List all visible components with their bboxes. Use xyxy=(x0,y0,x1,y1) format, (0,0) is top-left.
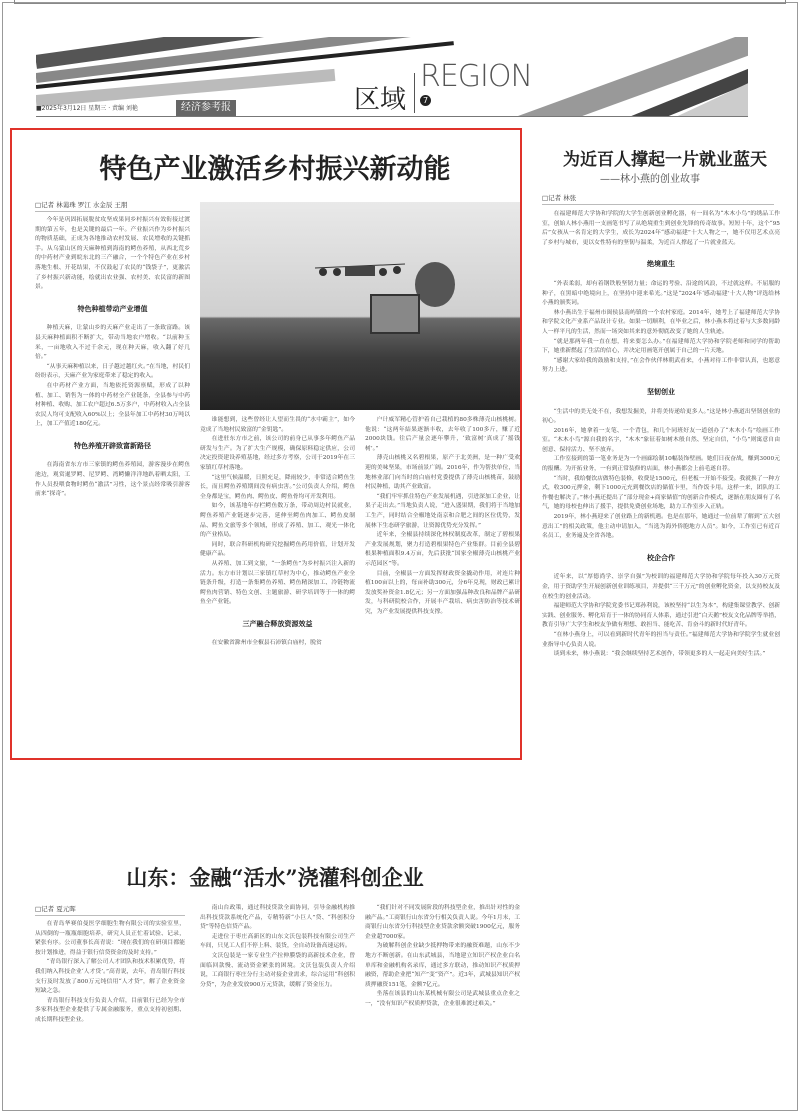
subhead: 绝境重生 xyxy=(647,260,675,269)
paragraph: “我们针对不同发展阶段的科技型企业，推出针对性的金融产品。”工商银行山东省分行相关负责人说。今年1月末，工商银行山东省分行科技型企业贷款余额突破1900亿元，服务企业超7000家。 xyxy=(365,905,520,940)
paragraph: 谁能想到，这些曾经让人望而生畏的“水中霸主”，如今竟成了当地村民致富的“金钥匙”。 xyxy=(200,417,355,433)
farm-vehicle xyxy=(370,294,420,334)
paragraph: 青岛银行科技支行负责人介绍，目前银行已经为全市多家科技型企业提供了专属金融服务，重点支持初创期、成长期科技型企业。 xyxy=(35,997,185,1023)
intro-paragraph: 在福建师范大学协和学院的大学生创新创业孵化器，有一间名为“木木小鸟”的绣品工作室，创始人林小燕用一支画笔书写了从绝境重生到创业先锋的传奇故事。短短十年，这个“95后”女孩从一名肯定的大学生，成长为2024年“感动福建”十大人物之一，她不仅用艺术点亮了乡村与城市，更以女性特有的坚韧与温柔，为近百人撑起了一片就业蓝天。 xyxy=(542,211,780,246)
region-label: REGION xyxy=(420,59,532,94)
paragraph: 在进驻东方市之前，该公司的前身已从事多年鳄鱼产品研发与生产。为了扩大生产规模，确保原料稳定供应，公司决定投资建设养殖基地，经过多方考察，公司于2019年在三家镇红草村落地。 xyxy=(200,436,355,471)
banner-divider xyxy=(414,73,415,113)
paragraph: 2016年，她拿着一支笔、一个背包，和几个同班好友一道创办了“木木小鸟”绘画工作室。“木木小鸟”源自我的名字，“木木”象征着如树木般自然、坚定自信，“小鸟”则寓意自由创意、保持活力、坚不放弃。 xyxy=(542,427,780,453)
paragraph: 南山台政策，通过科技贷款全面协同，引导金融机构推出科技贷款系统化产品，专精特新“小巨人”贷、“科创积分贷”等特色信贷产品。 xyxy=(200,905,355,931)
paragraph: 在海南省东方市三家镇的鳄鱼养殖园，游客漫步在鳄鱼池边，观赏暹罗鳄、尼罗鳄、湾鳄懒洋洋地趴着晒太阳，工作人员投喂食物时鳄鱼“激活”习性，这个景点经常吸引游客前来“探奇”。 xyxy=(35,462,190,498)
date-line: ■2025年3月12日 星期三 · 责编 刘艳 xyxy=(36,105,138,112)
drone-icon xyxy=(315,262,405,282)
main-column-left xyxy=(35,216,190,756)
bottom-byline: □记者 夏元晖 xyxy=(35,904,185,916)
paragraph: 薄壳山核桃又名碧根果，原产于北美洲，是一种广受欢迎的美味坚果，市场前景广阔。2016年，作为帮扶单位，当地林业部门向当时的白庙村党委提供了薄壳山核桃苗，鼓励村民种植，助其产业致富。 xyxy=(365,455,520,491)
paragraph: 种植天麻，让蒙山乡的天麻产业走出了一条致富路。该县天麻种植面积不断扩大，带动当地农户增收。“以前种玉米，一亩地收入不过千余元，现在种天麻，收入翻了好几倍。” xyxy=(35,325,190,361)
subhead: 坚韧创业 xyxy=(647,387,675,396)
paragraph: 同时，联合科研机构研究挖掘鳄鱼药用价值，计划开发健康产品。 xyxy=(200,541,355,558)
paragraph: “生活中的美无处不在，我想发掘美，并将美传递给更多人。”这是林小燕道出坚韧创业的初心。 xyxy=(542,408,780,425)
paragraph: “当时，我给餐饮店做特色装修，收费是1500元，但老板一开始不接受。我就换了一种方式，收300元押金，剩下1000元充到餐饮店的储值卡里，当作饭卡用。这样一来，团队的工作餐也解决了。”林小燕还提出了“部分现金+商家储值”的创新合作模式，逐渐在朋友圈有了名气，她的母校也伸出了援手，提供免费创业场地，助力工作室步入正轨。 xyxy=(542,475,780,511)
drone-field-photo xyxy=(200,202,520,410)
paragraph: 文沃包装是一家专业生产拉伸膜袋的高新技术企业，曾面临回款慢、流动资金紧张的困境。文沃包装负责人介绍说，工商银行枣庄分行主动对接企业需求，综合运用“科创积分贷”，为企业发放900万元贷款，缓解了资金压力。 xyxy=(200,952,355,988)
bottom-column-1 xyxy=(35,920,185,1100)
paper-logo: 经济参考报 xyxy=(176,100,236,116)
main-column-middle xyxy=(200,416,355,756)
paragraph: 目前，全椒县一方面发挥财政资金撬动作用，对连片种植100亩以上的，每亩补助300元，分6年兑现，财政已累计发放奖补资金1.8亿元；另一方面加强品种改良和品牌产品研发，与科研院校合作，开展丰产栽培、病虫害防治等技术研究，为产业发展提供科技支撑。 xyxy=(365,570,520,615)
paragraph: “我们牢牢抓住特色产业发展机遇，引进深加工企业，让果子走出去。”当地负责人说，“进入盛果期，我们将于当地加工生产，同时结合全椒地处南京和合肥之间的区位优势，发展林下生态研学旅游，让资源优势充分发挥。” xyxy=(365,493,520,529)
subhead: 特色种植带动产业增值 xyxy=(77,304,148,313)
paragraph: 坐落在该县的山东某机械有限公司是武城县重点企业之一，“没有知识产权质押贷款，企业很难渡过难关。” xyxy=(365,991,520,1007)
paragraph: 近年来，全椒县持续深化林权制度改革，制定了碧根果产业发展规划，聚力打造碧根果特色产业集群。目前全县碧根果种植面积9.4万亩，先后获批“国家全椒薄壳山核桃产业示范园区”等。 xyxy=(365,532,520,567)
bottom-column-2 xyxy=(200,904,355,1100)
paragraph: “就是那两年我一直在想，将来要怎么办。”在福建师范大学协和学院老师和同学的帮助下，她重新燃起了生活的信心，并决定用画笔开创属于自己的一片天地。 xyxy=(542,338,780,355)
paragraph: 林小燕出生于福州市闽侯县南屿镇的一个农村家庭。2014年，她考上了福建师范大学协和学院文化产业系产品设计专业。如果一切顺利，在毕业之后，林小燕本将过着与大多数同龄人一样平凡的生活，然而一场突如其来的意外彻底改变了她的人生轨迹。 xyxy=(542,309,780,335)
side-subtitle: ——林小燕的创业故事 xyxy=(600,174,700,185)
subhead: 三产融合释放资源效益 xyxy=(242,619,313,628)
tree xyxy=(415,262,455,307)
page-number: 7 xyxy=(420,95,431,106)
section-title: 区域 xyxy=(354,85,407,115)
subhead: 特色养殖开辟致富新路径 xyxy=(74,441,151,450)
paragraph: “青岛银行深入了解公司人才团队和技术积累优势，将我们纳入科技企业‘人才贷’。”高青说，去年，青岛银行科技支行及时发放了800万元纯信用“人才贷”，解了企业资金短缺之急。 xyxy=(35,959,185,995)
paragraph: 走进位于枣庄高新区的山东文沃包装科技有限公司生产车间，只见工人们不停上料、装货，全自动设备高速运转。 xyxy=(200,933,355,950)
paragraph: “外表柔弱，却有着钢铁般坚韧力量；命运的考验、沿途的风浪，不过就这样。不屈服的种子，在黑暗中绝境向上，在坚持中迎来希光。”这是“2024年‘感动福建’十大人物”评选给林小燕的颁奖词。 xyxy=(542,280,780,307)
side-headline: 为近百人撑起一片就业蓝天 xyxy=(563,150,767,170)
top-rule xyxy=(14,0,786,4)
side-article-body xyxy=(542,210,780,1100)
main-headline: 特色产业激活乡村振兴新动能 xyxy=(99,154,451,185)
paragraph: 从养殖、加工到文旅，“一条鳄鱼”为乡村振兴注入新的活力。东方市计划以三家镇红草村为中心，推动鳄鱼产业全链条升级，打造一条集鳄鱼养殖、鳄鱼精深加工、冷链物流鳄鱼肉营销、特色文创、主题旅游、研学培训等于一体的鳄鱼全产业链。 xyxy=(200,560,355,606)
paragraph: “从事天麻种植以来，日子越过越红火。”在当地，村民们纷纷表示，天麻产业为家庭带来了稳定的收入。 xyxy=(35,363,190,380)
paragraph: 在中药材产业方面，当地依托资源禀赋，形成了以种植、加工、销售为一体的中药材全产业链条，全县参与中药材种植、收购、加工农户超过6.5万多户，中药材收入占全县农民人均可支配收入60%以上；全县年加工中药材30万吨以上，加工产值近180亿元。 xyxy=(35,382,190,428)
subhead: 校企合作 xyxy=(647,553,675,562)
side-byline: □记者 林张 xyxy=(542,193,774,205)
bottom-headline: 山东：金融“活水”浇灌科创企业 xyxy=(126,865,424,890)
paragraph: “感谢大家给我的鼓励和支持，”在会作伙伴林朝武看来，小燕对待工作非常认真，也愿意努力上进。 xyxy=(542,357,780,374)
paragraph: 为破解科创企业缺少抵押物带来的融资难题，山东不少地方不断创新。在山东武城县，当地建立知识产权企业白名单库和金融机构名录库，通过多方联动，推动知识产权质押融资，帮助企业把“知产”变“资产”。近3年，武城县知识产权质押融资151笔，金额7亿元。 xyxy=(365,943,520,988)
paragraph: 2019年，林小燕迎来了创业路上的新机遇。也是在那年，她通过一位前辈了解到“五大创意出工”的相关政策，他主动申请加入，“当选为海外侨胞地方人员”。如今，工作室已有近百名员工，业务遍及全省各地。 xyxy=(542,514,780,540)
paragraph: “在林小燕身上，可以看到新时代青年的担当与责任。”福建师范大学协和学院学生就业创业指导中心负责人说。 xyxy=(542,631,780,648)
paragraph: 户计威军精心管护着自己栽植的80多株薄壳山核桃树。他说：“这两年結果逐渐丰收，去年收了100多斤，赚了近2000块钱。往后产量会逐年攀升，‘致富树’真成了‘摇钱树’。” xyxy=(365,417,520,452)
paragraph: 近年来，以“厚德尚学、崇学自强”为校训的福建师范大学协和学院每年投入30万元资金，用于资助学生开展创新创业训练项目，并提供“三千万元”的创业孵化资金，以支持校友及在校生的创业活动。 xyxy=(542,574,780,600)
paragraph: 在安徽省滁州市全椒县石沛镇白庙村，脱贫 xyxy=(211,640,322,647)
paragraph: 如今，该基地年存栏鳄鱼数万条，带动周边村民就业，鳄鱼养殖产业链逐步完善，延伸至鳄鱼肉加工、鳄鱼皮制品、鳄鱼文旅等多个领域，形成了养殖、加工、观光一体化的产业格局。 xyxy=(200,503,355,539)
section-banner xyxy=(36,37,748,117)
paragraph: “这里气候温暖，日照充足，降雨较少，非常适合鳄鱼生长，而且鳄鱼养殖期间没有病虫害。”公司负责人介绍，鳄鱼全身都是宝，鳄鱼肉、鳄鱼皮、鳄鱼骨均可开发利用。 xyxy=(200,474,355,500)
paragraph: 福建师范大学协和学院党委书记郑孙利说，该校坚持“以生为本”，构建集课堂教学、创新实践、创业服务、孵化培育于一体的协同育人体系，通过引进“白天鹅”校友文化品牌等举措，教育引导广大学生和校友争做有理想、敢担当、能吃苦、肯奋斗的新时代好青年。 xyxy=(542,603,780,629)
paragraph: 工作室接到的第一笔业务是为一个画廊绘制10幅装饰壁画。她们日夜奋战，赚到3000元的报酬。为开拓业务，一有到正常装修的店面，林小燕都会上前毛遂自荐。 xyxy=(542,456,780,473)
main-column-right xyxy=(365,416,520,756)
paragraph: 谈到未来，林小燕说：“我会继续坚持艺术创作，带领更多的人一起走向美好生活。” xyxy=(553,651,766,658)
main-byline: □记者 林蔼珠 罗江 水金辰 王朋 xyxy=(35,200,190,212)
intro-paragraph: 今年是巩固拓展脱贫攻坚成果同乡村振兴有效衔接过渡期的第五年，也是关键的最后一年。产业振兴作为乡村振兴的物质基础，正成为各地推动农村发展、农民增收的关键抓手。从乌蒙山区的天麻种植到海南的鳄鱼养殖，从西北荒乡的中药材产业到皖东北的三产融合，一个个特色产业在乡村落地生根、开花结果，不仅鼓起了农民的“钱袋子”，更激活了乡村振兴新动能，绘就出农业强、农村美、农民富的新图景。 xyxy=(35,217,190,291)
paragraph: 在青岛华赛伯曼医学细胞生物有限公司的实验室里，从四倒的一瓶瓶细胞培养，研究人员正忙着试验、记录，紧张有序。公司董事长高青说：“现在我们的在研项目都能按计划推进，得益于银行信贷资金的及时支持。” xyxy=(35,921,185,956)
bottom-column-3 xyxy=(365,904,520,1100)
